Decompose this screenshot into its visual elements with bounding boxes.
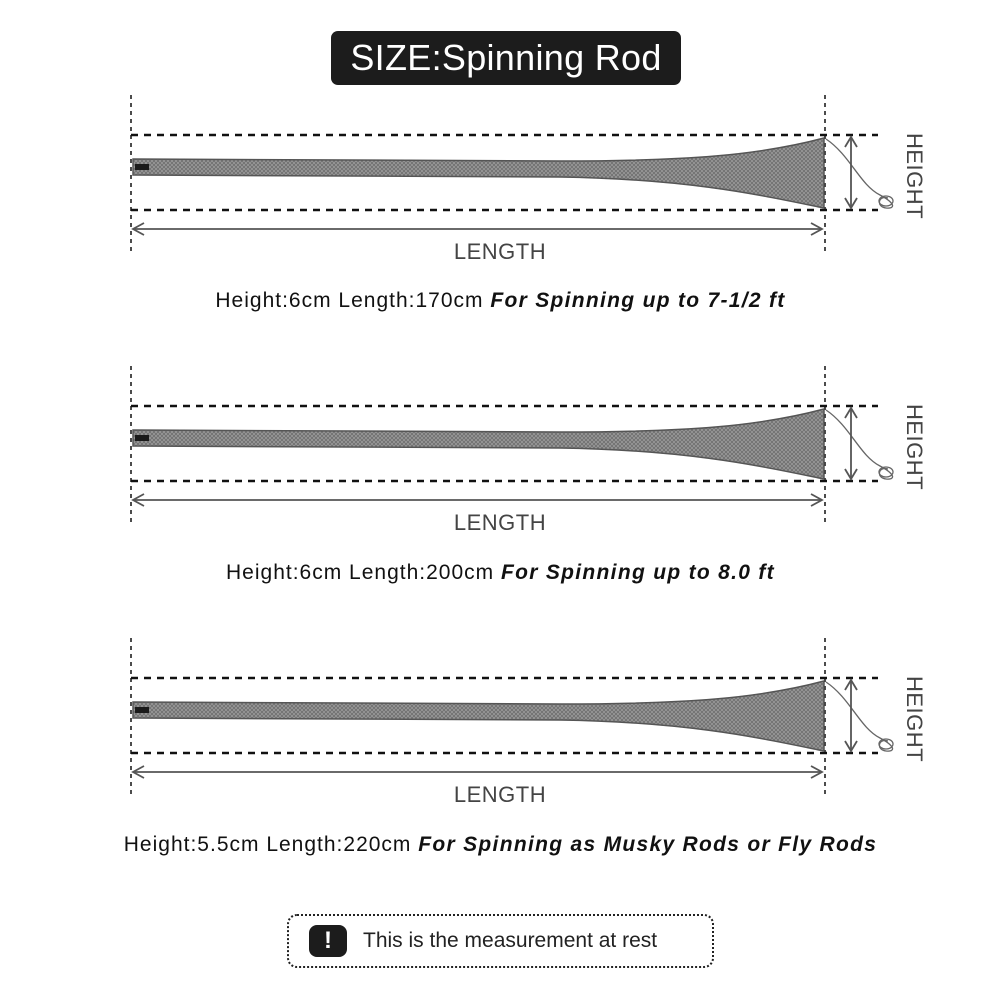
rod-usage-note: For Spinning up to 8.0 ft — [501, 561, 775, 584]
rod-specs: Height:6cm Length:170cm — [215, 289, 491, 312]
height-label: HEIGHT — [902, 675, 927, 763]
rod-specs: Height:6cm Length:200cm — [226, 561, 501, 584]
height-label: HEIGHT — [902, 403, 927, 491]
rod-caption-2 — [0, 561, 1001, 585]
rod-sleeve-shape — [133, 138, 824, 208]
rod-diagram — [0, 366, 1001, 536]
drawstring-loop — [826, 410, 893, 479]
length-label: LENGTH — [453, 239, 547, 264]
drawstring-tag — [135, 435, 149, 441]
exclamation-icon: ! — [309, 925, 347, 957]
rod-sleeve-shape — [133, 681, 824, 751]
notice-text: This is the measurement at rest — [363, 929, 658, 952]
rod-diagram — [0, 95, 1001, 265]
page-title: SIZE:Spinning Rod — [331, 31, 681, 85]
height-label: HEIGHT — [902, 132, 927, 220]
drawstring-loop — [826, 139, 893, 208]
drawstring-tag — [135, 707, 149, 713]
length-label: LENGTH — [453, 510, 547, 535]
drawstring-tag — [135, 164, 149, 170]
length-label: LENGTH — [453, 782, 547, 807]
rod-usage-note: For Spinning as Musky Rods or Fly Rods — [418, 833, 878, 856]
rod-usage-note: For Spinning up to 7-1/2 ft — [490, 289, 786, 312]
drawstring-loop — [826, 682, 893, 751]
measurement-notice — [287, 914, 714, 968]
rod-sleeve-shape — [133, 409, 824, 479]
rod-caption-1 — [0, 289, 1001, 313]
rod-specs: Height:5.5cm Length:220cm — [123, 833, 419, 856]
rod-caption-3 — [0, 833, 1001, 857]
rod-diagram — [0, 638, 1001, 808]
